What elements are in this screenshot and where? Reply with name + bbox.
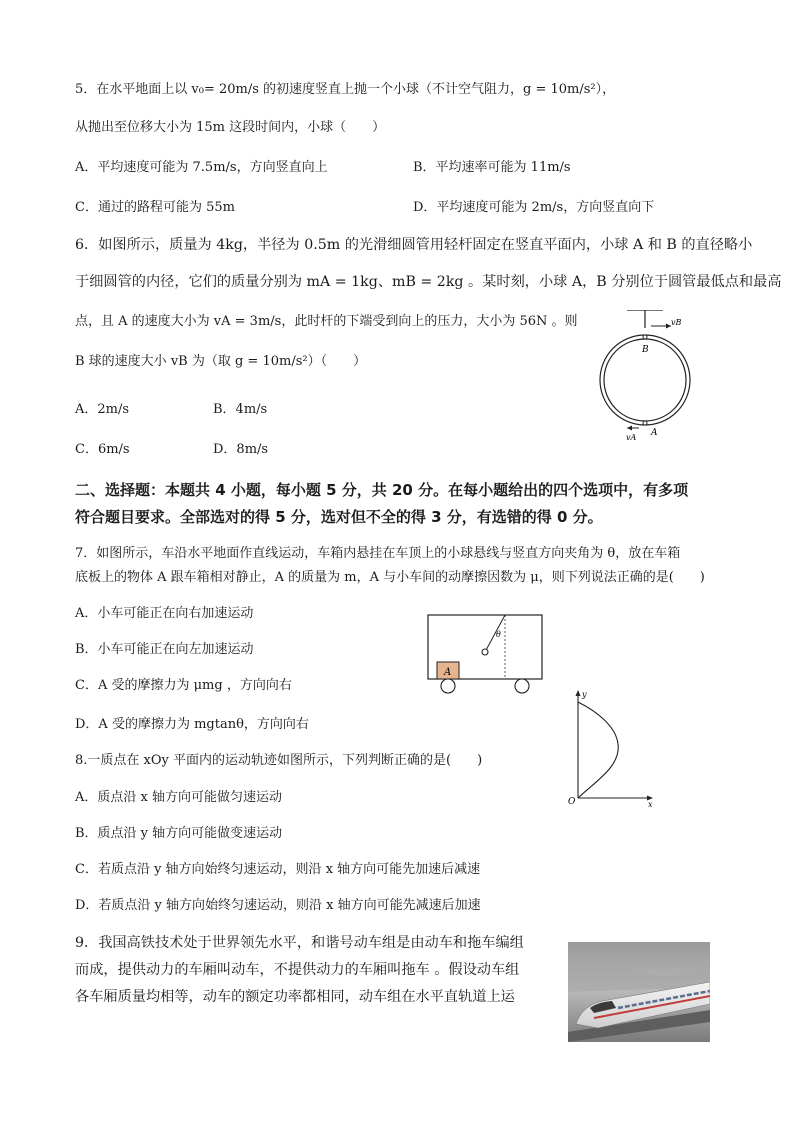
b-label: B: [642, 345, 649, 355]
left-wheel: [441, 679, 455, 693]
trajectory-curve: [578, 702, 618, 798]
q5-stem-line1: 5．在水平地面上以 v₀= 20m/s 的初速度竖直上抛一个小球（不计空气阻力，g = 10m/s²），: [75, 82, 616, 97]
section-2-heading-line2: 符合题目要求。全部选对的得 5 分，选对但不全的得 3 分，有选错的得 0 分。: [75, 508, 603, 526]
q5-option-d: D．平均速度可能为 2m/s，方向竖直向下: [413, 200, 655, 215]
x-label: x: [648, 800, 653, 808]
q5-option-c: C．通过的路程可能为 55m: [75, 200, 235, 215]
q7-stem-line1: 7．如图所示，车沿水平地面作直线运动，车箱内悬挂在车顶上的小球悬线与竖直方向夹角为 θ，放在车箱: [75, 546, 681, 561]
q6-ring-figure: [595, 310, 705, 445]
q6-option-a: A．2m/s: [75, 402, 130, 417]
q8-option-a: A．质点沿 x 轴方向可能做匀速运动: [75, 790, 282, 805]
ball-b: [643, 335, 647, 339]
q6-stem-line3: 点，且 A 的速度大小为 vA = 3m/s，此时杆的下端受到向上的压力，大小为 56N 。则: [75, 314, 578, 329]
q6-option-c: C．6m/s: [75, 442, 130, 457]
q9-stem-line2: 而成，提供动力的车厢叫动车，不提供动力的车厢叫拖车 。假设动车组: [75, 962, 520, 978]
q5-option-a: A．平均速度可能为 7.5m/s，方向竖直向上: [75, 160, 328, 175]
q5-stem-line2: 从抛出至位移大小为 15m 这段时间内，小球（ ）: [75, 120, 386, 135]
q9-stem-line1: 9．我国高铁技术处于世界领先水平，和谐号动车组是由动车和拖车编组: [75, 935, 524, 951]
q8-option-c: C．若质点沿 y 轴方向始终匀速运动，则沿 x 轴方向可能先加速后减速: [75, 862, 481, 877]
q6-stem-line1: 6．如图所示，质量为 4kg，半径为 0.5m 的光滑细圆管用轻杆固定在竖直平面内，小球 A 和 B 的直径略小: [75, 237, 753, 253]
ball-a: [643, 421, 647, 425]
va-arrowhead: [627, 426, 632, 431]
q6-stem-line4: B 球的速度大小 vB 为（取 g = 10m/s²）（ ）: [75, 354, 367, 369]
right-wheel: [515, 679, 529, 693]
y-axis-arrowhead: [576, 690, 581, 696]
pendulum-ball: [482, 649, 488, 655]
theta-label: θ: [496, 630, 501, 639]
q7-stem-line2: 底板上的物体 A 跟车箱相对静止，A 的质量为 m，A 与小车间的动摩擦因数为 μ，则下列说法正确的是( ): [75, 570, 705, 585]
vb-label: vB: [671, 318, 682, 327]
q8-option-d: D．若质点沿 y 轴方向始终匀速运动，则沿 x 轴方向可能先减速后加速: [75, 898, 481, 913]
q7-option-a: A．小车可能正在向右加速运动: [75, 606, 254, 621]
q8-stem: 8.一质点在 xOy 平面内的运动轨迹如图所示，下列判断正确的是( ): [75, 753, 483, 768]
y-label: y: [582, 690, 587, 699]
q6-stem-line2: 于细圆管的内径，它们的质量分别为 mA = 1kg、mB = 2kg 。某时刻，小球 A，B 分别位于圆管最低点和最高: [75, 274, 782, 290]
q7-cart-figure: [425, 612, 547, 696]
q8-trajectory-figure: [566, 686, 658, 808]
q5-option-b: B．平均速率可能为 11m/s: [413, 160, 571, 175]
q8-option-b: B．质点沿 y 轴方向可能做变速运动: [75, 826, 283, 841]
section-2-heading-line1: 二、选择题：本题共 4 小题，每小题 5 分，共 20 分。在每小题给出的四个选项中，有多项: [75, 481, 689, 499]
q7-option-d: D．A 受的摩擦力为 mgtanθ，方向向右: [75, 717, 309, 732]
q9-stem-line3: 各车厢质量均相等，动车的额定功率都相同，动车组在水平直轨道上运: [75, 989, 515, 1005]
train-photo: [568, 942, 710, 1042]
va-label: vA: [626, 433, 637, 442]
q7-option-b: B．小车可能正在向左加速运动: [75, 642, 254, 657]
a-label: A: [651, 428, 658, 438]
q6-option-b: B．4m/s: [213, 402, 268, 417]
block-a-label: A: [444, 667, 452, 678]
q7-option-c: C．A 受的摩擦力为 μmg ，方向向右: [75, 678, 292, 693]
q6-option-d: D．8m/s: [213, 442, 269, 457]
origin-label: O: [568, 797, 576, 807]
